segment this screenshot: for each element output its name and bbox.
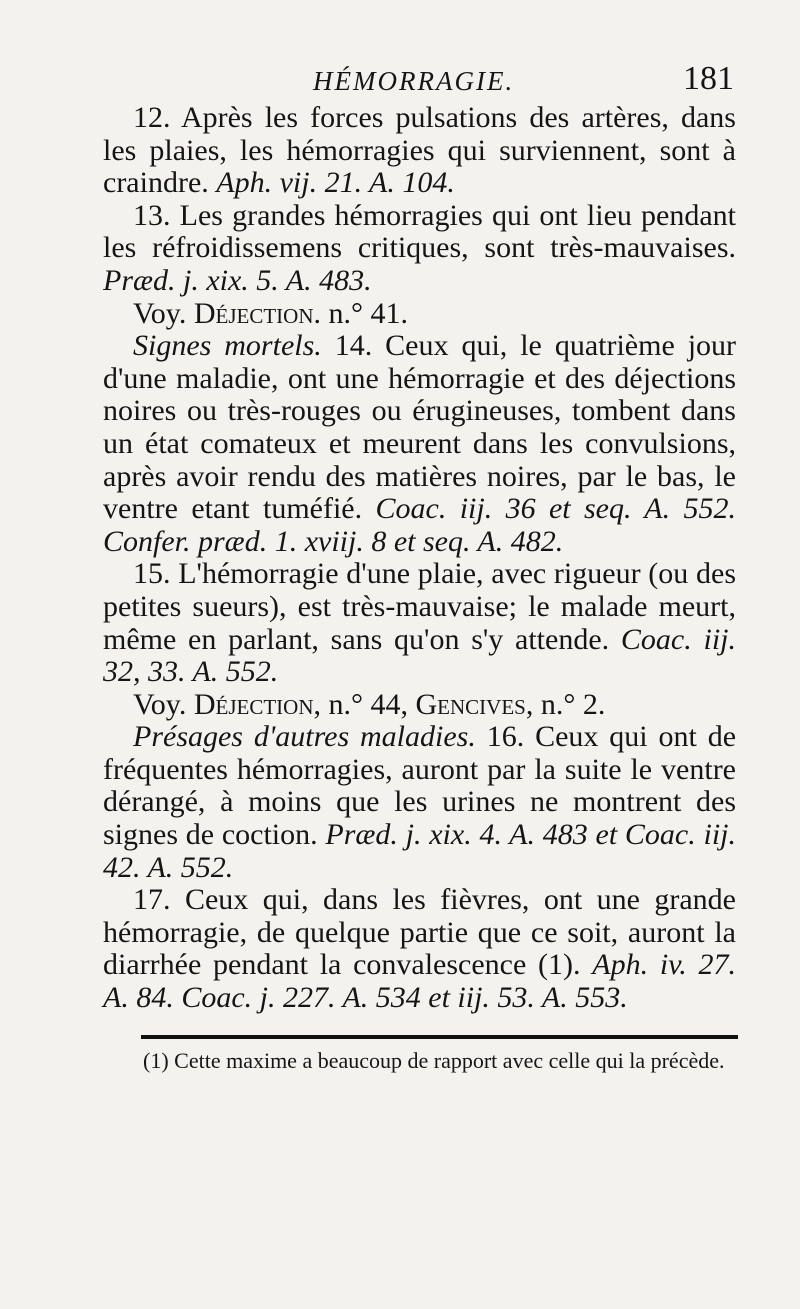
- body-text: [103, 102, 736, 1015]
- cross-reference: Voy. Déjection, n.° 44, Gencives, n.° 2.: [133, 687, 606, 721]
- page-number: 181: [683, 60, 734, 97]
- cross-reference: Voy. Déjection. n.° 41.: [133, 296, 409, 330]
- paragraph-13: [103, 200, 736, 298]
- xref-term: Gencives: [415, 687, 526, 721]
- footnote: (1) Cette maxime a beaucoup de rapport avec celle qui la précède.: [143, 1047, 725, 1073]
- running-head: [103, 60, 736, 100]
- paragraph-text: 13. Les grandes hémorragies qui ont lieu pendant les réfroidissemens critiques, sont très-mauvaises.: [103, 198, 736, 265]
- paragraph-14: [103, 330, 736, 558]
- paragraph-text: 12. Après les forces pulsations des artères, dans les plaies, les hémorragies qui surviennent, sont à craindre.: [103, 101, 736, 200]
- paragraph-text: 14. Ceux qui, le quatrième jour d'une maladie, ont une hémorragie et des déjections noires ou très-rouges ou érugineuses, tombent dans un état comateux et meurent dans les convulsions, après avoir rendu des matières noires, par le bas, le ventre etant tuméfié.: [103, 329, 737, 526]
- reference: Præd. j. xix. 4. A. 483 et Coac. iij. 42. A. 552.: [103, 818, 736, 884]
- xref-term: Déjection: [193, 296, 314, 330]
- reference: Præd. j. xix. 5. A. 483.: [103, 263, 372, 297]
- paragraph-text: 15. L'hémorragie d'une plaie, avec rigueur (ou des petites sueurs), est très-mauvaise; le malade meurt, même en parlant, sans qu'on s'y attende.: [103, 557, 736, 656]
- paragraph-12: [103, 102, 736, 200]
- xref-term: Déjection: [193, 687, 314, 721]
- paragraph-text: 17. Ceux qui, dans les fièvres, ont une grande hémorragie, de quelque partie que ce soit, auront la diarrhée pendant la convalescence (1).: [103, 883, 736, 982]
- reference: Aph. vij. 21. A. 104.: [216, 166, 455, 200]
- running-title: HÉMORRAGIE.: [313, 66, 515, 96]
- footnote-rule: [141, 1035, 738, 1039]
- section-heading: Présages d'autres maladies.: [133, 720, 476, 754]
- reference: Coac. iij. 36 et seq. A. 552. Confer. præd. 1. xviij. 8 et seq. A. 482.: [103, 492, 736, 558]
- section-heading: Signes mortels.: [133, 329, 322, 363]
- paragraph-17: [103, 884, 736, 1014]
- paragraph-15: [103, 558, 736, 688]
- paragraph-text: 16. Ceux qui ont de fréquentes hémorragies, auront par la suite le ventre dérangé, à moins que les urines ne montrent des signes de coction.: [103, 720, 737, 852]
- reference: Coac. iij. 32, 33. A. 552.: [103, 622, 736, 689]
- paragraph-16: [103, 721, 736, 884]
- reference: Aph. iv. 27. A. 84. Coac. j. 227. A. 534 et iij. 53. A. 553.: [103, 948, 737, 1015]
